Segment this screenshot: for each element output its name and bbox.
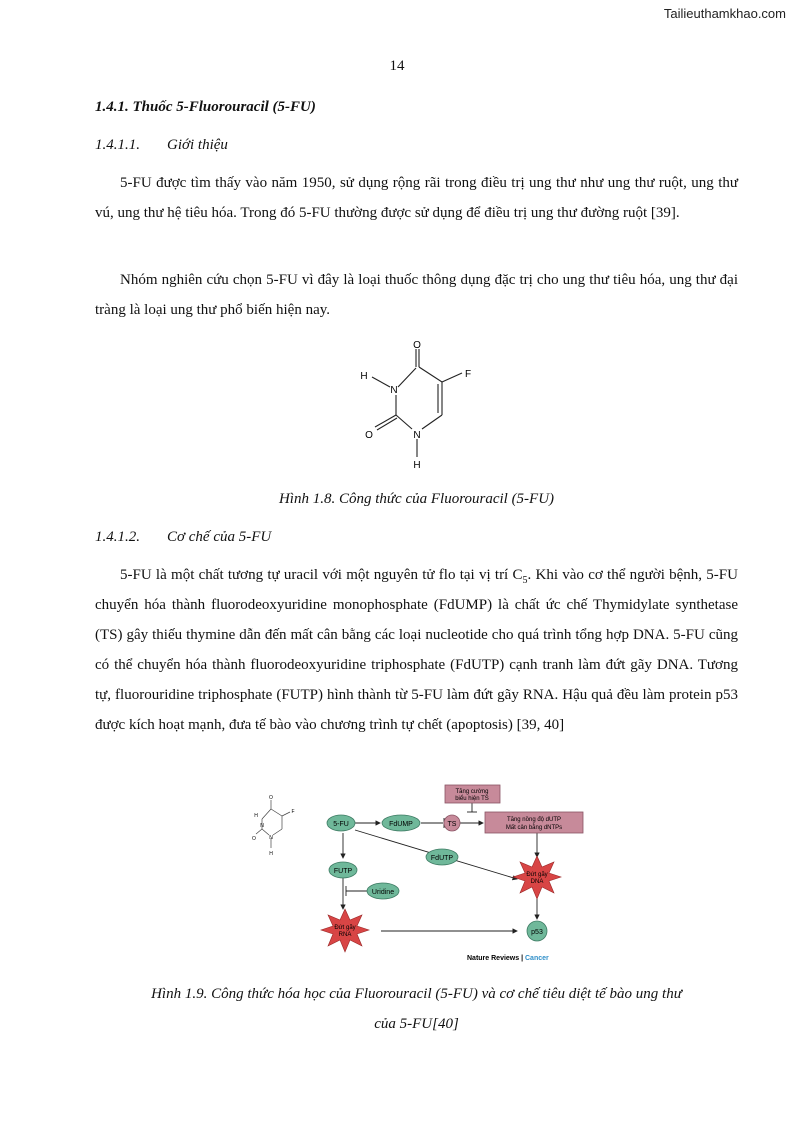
mechanism-diagram: [245, 782, 590, 967]
label-dutp-2: Mất cân bằng dNTPs: [505, 825, 563, 831]
atom-h-left: H: [360, 371, 368, 382]
label-tang-cuong-2: biểu hiện TS: [455, 796, 489, 802]
paragraph-reason: [95, 265, 738, 325]
label-rna-2: RNA: [338, 932, 352, 938]
mini-atom-f: F: [291, 809, 295, 815]
paragraph-3-sub: 5: [522, 575, 528, 586]
figure-1-9-caption-line-1: Hình 1.9. Công thức hóa học của Fluorouracil (5-FU) và cơ chế tiêu diệt tế bào ung thư: [151, 986, 682, 1002]
atom-h-bottom: H: [413, 460, 421, 471]
paragraph-3: [95, 560, 738, 740]
label-fdutp: FdUTP: [430, 855, 454, 862]
label-dutp-1: Tăng nồng độ dUTP: [506, 817, 562, 823]
mini-atom-h: H: [254, 813, 258, 819]
source-separator: |: [519, 955, 525, 962]
paragraph-3-pre: 5-FU là một chất tương tự uracil với một nguyên tử flo tại vị trí C: [120, 567, 523, 583]
label-dna-1: Đứt gãy: [526, 872, 548, 878]
atom-n3: N: [413, 430, 421, 441]
source-credit: [467, 955, 549, 962]
subsection-2-heading: [95, 522, 738, 552]
label-dna-2: DNA: [530, 879, 544, 885]
page-number: 14: [389, 58, 405, 74]
label-futp: FUTP: [333, 868, 353, 875]
label-p53: p53: [531, 929, 543, 936]
paragraph-2: Nhóm nghiên cứu chọn 5-FU vì đây là loại thuốc thông dụng đặc trị cho ung thư tiêu hóa, ung thư đại tràng là loại ung thư phổ biến hiện nay.: [95, 272, 738, 318]
subsection-1-title: Giới thiệu: [167, 137, 228, 153]
paragraph-intro: [95, 168, 738, 228]
label-fdump: FdUMP: [389, 821, 413, 828]
subsection-1-number: 1.4.1.1.: [95, 137, 140, 153]
paragraph-1: 5-FU được tìm thấy vào năm 1950, sử dụng rộng rãi trong điều trị ung thư như ung thư ruột, ung thư vú, ung thư hệ tiêu hóa. Trong đó 5-FU thường được sử dụng để điều trị ung thư đường ruột [39].: [95, 175, 738, 221]
paragraph-mechanism: [95, 560, 738, 740]
mini-atom-n3: N: [269, 835, 273, 841]
source-cancer: Cancer: [525, 955, 549, 962]
label-5fu: 5-FU: [333, 821, 349, 828]
atom-o-left: O: [365, 430, 373, 441]
label-rna-1: Đứt gãy: [334, 925, 356, 931]
mini-atom-n1: N: [260, 823, 264, 829]
fluorouracil-structure: [350, 335, 490, 475]
atom-n1: N: [390, 385, 398, 396]
mini-atom-o-top: O: [269, 795, 273, 801]
subsection-1-heading: [95, 130, 738, 160]
mini-atom-h-bottom: H: [269, 851, 273, 857]
subsection-2-title: Cơ chế của 5-FU: [167, 529, 272, 545]
watermark: Tailieuthamkhao.com: [663, 6, 786, 21]
paragraph-3-post: . Khi vào cơ thể người bệnh, 5-FU chuyển hóa thành fluorodeoxyuridine monophosphate (FdUMP) là chất ức chế Thymidylate synthetase (TS) gây thiếu thymine dẫn đến mất cân bằng các loại nucleotide cho quá trình tổng hợp DNA. 5-FU cũng có thể chuyển hóa thành fluorodeoxyuridine triphosphate (FdUTP) cạnh tranh làm đứt gãy DNA. Tương tự, fluorouridine triphosphate (FUTP) hình thành từ 5-FU làm đứt gãy RNA. Hậu quả đều làm protein p53 được kích hoạt mạnh, đưa tế bào vào chương trình tự chết (apoptosis) [39, 40]: [95, 567, 738, 733]
label-ts: TS: [447, 821, 457, 828]
atom-o-top: O: [413, 340, 421, 351]
section-title: 1.4.1. Thuốc 5-Fluorouracil (5-FU): [95, 99, 316, 115]
mini-atom-o-left: O: [252, 836, 256, 842]
label-uridine: Uridine: [371, 889, 395, 896]
atom-f: F: [464, 369, 472, 380]
figure-1-8-caption: Hình 1.8. Công thức của Fluorouracil (5-FU): [278, 491, 555, 507]
label-tang-cuong-1: Tăng cường: [455, 789, 489, 795]
subsection-2-number: 1.4.1.2.: [95, 529, 140, 545]
figure-1-9-caption-line-2: của 5-FU[40]: [374, 1016, 459, 1032]
source-nature-reviews: Nature Reviews: [467, 955, 520, 962]
